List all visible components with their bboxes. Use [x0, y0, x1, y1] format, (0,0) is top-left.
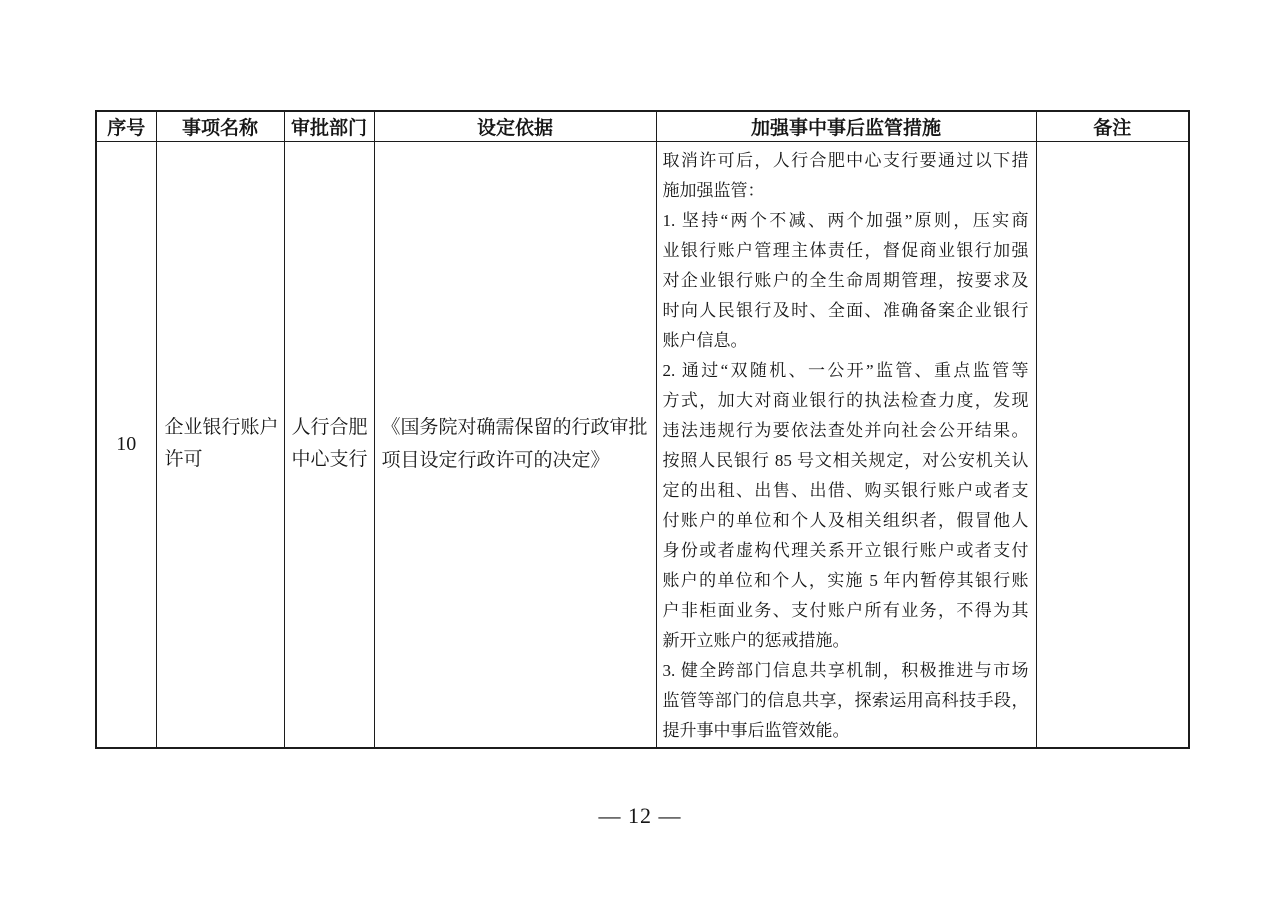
- text-line: 方式，加大对商业银行的执法检查力度，发现: [662, 390, 1029, 410]
- cell-serial-no: 10: [96, 141, 156, 748]
- text-line: 1. 坚持“两个不减、两个加强”原则，压实商: [662, 210, 1029, 230]
- text-line: 企业银行账户: [164, 417, 279, 439]
- col-header-basis: 设定依据: [374, 111, 656, 141]
- text-line: 《国务院对确需保留的行政审批: [381, 417, 648, 439]
- col-header-item-name: 事项名称: [156, 111, 284, 141]
- col-header-remark: 备注: [1036, 111, 1189, 141]
- text-line: 违法违规行为要依法查处并向社会公开结果。: [662, 420, 1029, 440]
- text-line: 监管等部门的信息共享，探索运用高科技手段，: [662, 690, 1029, 710]
- text-line: 人行合肥: [291, 417, 368, 439]
- text-line: 取消许可后，人行合肥中心支行要通过以下措: [662, 150, 1029, 170]
- text-line: 按照人民银行 85 号文相关规定，对公安机关认: [662, 450, 1029, 470]
- text-line: 提升事中事后监管效能。: [662, 720, 850, 740]
- text-line: 定的出租、出售、出借、购买银行账户或者支: [662, 480, 1029, 500]
- table-row: [96, 141, 1189, 748]
- cell-measures: [656, 141, 1036, 748]
- text-line: 项目设定行政许可的决定》: [381, 450, 610, 472]
- text-line: 账户的单位和个人，实施 5 年内暂停其银行账: [662, 570, 1029, 590]
- col-header-serial: 序号: [96, 111, 156, 141]
- cell-basis: [374, 141, 656, 748]
- text-line: 3. 健全跨部门信息共享机制，积极推进与市场: [662, 660, 1029, 680]
- text-line: 2. 通过“双随机、一公开”监管、重点监管等: [662, 360, 1029, 380]
- text-line: 时向人民银行及时、全面、准确备案企业银行: [662, 300, 1029, 320]
- text-line: 施加强监管：: [662, 180, 765, 200]
- text-line: 账户信息。: [662, 330, 748, 350]
- text-line: 许可: [164, 449, 203, 471]
- page-number: — 12 —: [598, 803, 682, 828]
- text-line: 身份或者虚构代理关系开立银行账户或者支付: [662, 540, 1029, 560]
- regulation-table: [95, 110, 1190, 749]
- cell-remark: [1036, 141, 1189, 748]
- text-line: 中心支行: [291, 449, 368, 471]
- text-line: 新开立账户的惩戒措施。: [662, 630, 850, 650]
- col-header-department: 审批部门: [284, 111, 374, 141]
- table-header-row: [96, 111, 1189, 141]
- col-header-measures: 加强事中事后监管措施: [656, 111, 1036, 141]
- text-line: 付账户的单位和个人及相关组织者，假冒他人: [662, 510, 1029, 530]
- cell-item-name: [156, 141, 284, 748]
- text-line: 业银行账户管理主体责任，督促商业银行加强: [662, 240, 1029, 260]
- text-line: 户非柜面业务、支付账户所有业务，不得为其: [662, 600, 1029, 620]
- regulation-table-wrap: [95, 110, 1190, 749]
- text-line: 对企业银行账户的全生命周期管理，按要求及: [662, 270, 1029, 290]
- cell-department: [284, 141, 374, 748]
